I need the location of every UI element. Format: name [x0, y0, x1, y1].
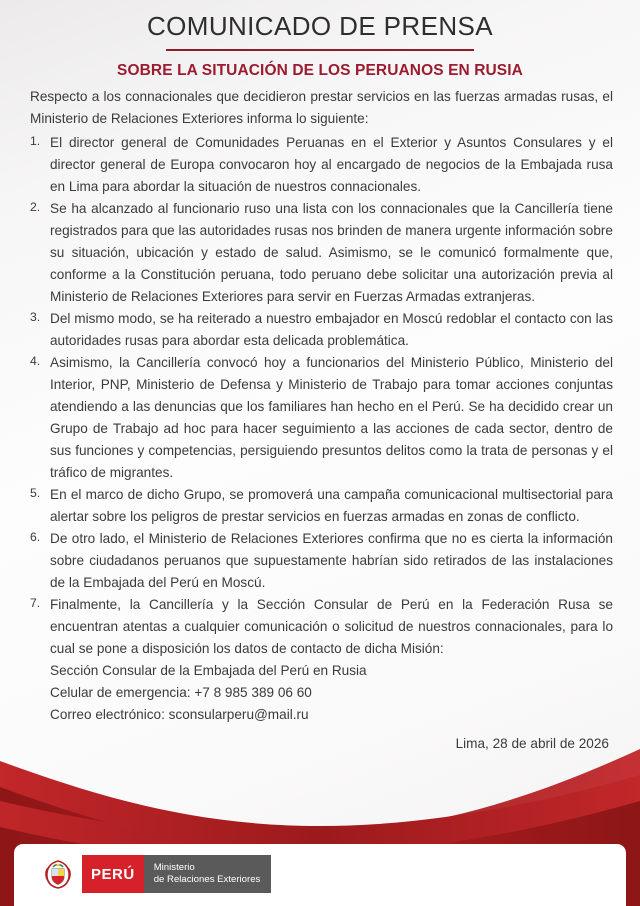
list-item-number: 2.: [30, 200, 41, 215]
place-and-date: Lima, 28 de abril de 2026: [455, 736, 609, 752]
list-item-number: 1.: [30, 134, 41, 149]
numbered-item-list: [30, 132, 613, 660]
document-body: [30, 86, 613, 755]
peru-coat-of-arms-icon: [40, 855, 76, 893]
list-item: [30, 528, 613, 594]
list-item-number: 5.: [30, 486, 41, 501]
list-item-text: El director general de Comunidades Peruanas en el Exterior y Asuntos Consulares y el director general de Europa convocaron hoy al encargado de negocios de la Embajada rusa en Lima para abordar la situación de nuestros connacionales.: [50, 135, 613, 195]
document-subtitle: SOBRE LA SITUACIÓN DE LOS PERUANOS EN RUSIA: [117, 61, 523, 79]
ministry-logo: [40, 855, 271, 893]
ministry-line-2: de Relaciones Exteriores: [153, 874, 261, 885]
contact-phone: Celular de emergencia: +7 8 985 389 06 60: [50, 685, 312, 701]
list-item: [30, 132, 613, 198]
contact-email: Correo electrónico: sconsularperu@mail.ru: [50, 707, 309, 723]
page-title: COMUNICADO DE PRENSA: [146, 11, 494, 41]
list-item-number: 6.: [30, 530, 41, 545]
list-item-text: Finalmente, la Cancillería y la Sección Consular de Perú en la Federación Rusa se encuentran atentas a cualquier comunicación o solicitud de nuestros connacionales, para lo cual se pone a disposición los datos de contacto de dicha Misión:: [50, 597, 613, 657]
contact-block: [30, 660, 613, 726]
list-item: [30, 484, 613, 528]
list-item: [30, 352, 613, 484]
list-item-text: De otro lado, el Ministerio de Relaciones Exteriores confirma que no es cierta la información sobre ciudadanos peruanos que supuestamente habrían sido retirados de las instalaciones de la Embajada del Perú en Moscú.: [50, 531, 613, 591]
list-item-number: 4.: [30, 354, 41, 369]
list-item-text: Asimismo, la Cancillería convocó hoy a funcionarios del Ministerio Público, Ministerio del Interior, PNP, Ministerio de Defensa y Ministerio de Trabajo para tomar acciones conjuntas atendiendo a las denuncias que los familiares han hecho en el Perú. Se ha decidido crear un Grupo de Trabajo ad hoc para hacer seguimiento a las acciones de cada sector, dentro de sus funciones y competencias, persiguiendo presuntos delitos como la trata de personas y el tráfico de migrantes.: [50, 355, 613, 481]
list-item-number: 7.: [30, 596, 41, 611]
peru-brand-label: PERÚ: [82, 855, 144, 893]
list-item-text: En el marco de dicho Grupo, se promoverá una campaña comunicacional multisectorial para alertar sobre los peligros de prestar servicios en fuerzas armadas en zonas de conflicto.: [50, 487, 613, 525]
title-divider: [166, 49, 474, 51]
document-header: [0, 0, 640, 80]
list-item: [30, 308, 613, 352]
footer-logo-panel: [14, 844, 626, 906]
list-item-text: Del mismo modo, se ha reiterado a nuestro embajador en Moscú redoblar el contacto con las autoridades rusas para abordar esta delicada problemática.: [50, 311, 613, 349]
intro-paragraph: Respecto a los connacionales que decidieron prestar servicios en las fuerzas armadas rusas, el Ministerio de Relaciones Exteriores informa lo siguiente:: [30, 89, 613, 127]
contact-office: Sección Consular de la Embajada del Perú en Rusia: [50, 663, 367, 679]
ministry-name-block: [144, 855, 272, 893]
ministry-line-1: Ministerio: [153, 861, 195, 873]
list-item: [30, 198, 613, 308]
list-item-text: Se ha alcanzado al funcionario ruso una lista con los connacionales que la Cancillería tiene registrados para que las autoridades rusas nos brinden de manera urgente información sobre su situación, ubicación y estado de salud. Asimismo, se le comunicó formalmente que, conforme a la Constitución peruana, todo peruano debe solicitar una autorización previa al Ministerio de Relaciones Exteriores para servir en Fuerzas Armadas extranjeras.: [50, 201, 613, 305]
list-item-number: 3.: [30, 310, 41, 325]
list-item: [30, 594, 613, 660]
